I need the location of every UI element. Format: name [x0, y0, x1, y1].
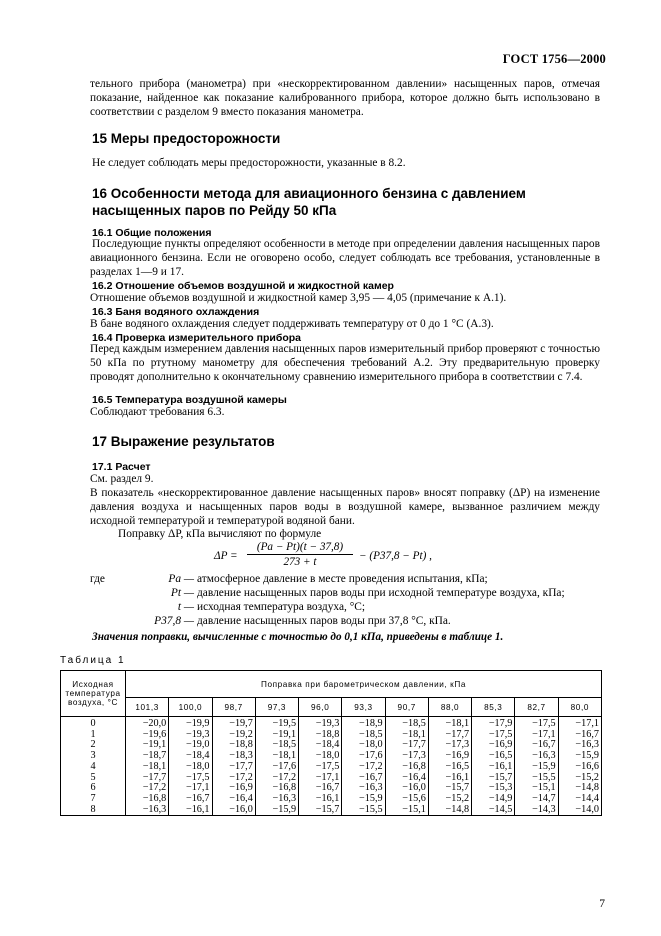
table-cell-value: −16,3	[342, 783, 385, 794]
page-number: 7	[599, 898, 605, 910]
table-cell-value: −15,9	[558, 751, 601, 762]
table-cell-value: −17,2	[255, 773, 298, 784]
table-cell-value: −19,1	[255, 730, 298, 741]
table-cell-value: −18,0	[342, 740, 385, 751]
correction-table	[60, 670, 602, 816]
table-cell-value: −16,7	[169, 794, 212, 805]
table-cell-temperature: 5	[61, 773, 126, 784]
table-cell-value: −15,2	[428, 794, 471, 805]
table-header-pressure: 85,3	[472, 698, 515, 717]
table-cell-value: −16,6	[558, 762, 601, 773]
section-16-1-text: Последующие пункты определяют особенности в методе при определении давления насыщенных паров авиационного бензина. Если не оговорено особо, следует соблюдать все требования, установленные в разделах 1—9 и 17.	[90, 238, 600, 278]
table-cell-value: −15,9	[255, 805, 298, 816]
intro-paragraph: тельного прибора (манометра) при «нескорректированном давлении» насыщенных паров, отмечая показание, найденное как показание калиброванного прибора, которое должно быть использовано в соответствии с разделом 9 вместо показания манометра.	[90, 78, 600, 118]
table-cell-value: −17,7	[385, 740, 428, 751]
table-cell-value: −16,7	[515, 740, 558, 751]
formula-rhs: − (P37,8 − Pt) ,	[359, 550, 432, 562]
table-cell-value: −18,1	[255, 751, 298, 762]
definition-symbol: Pt —	[170, 587, 194, 599]
table-cell-value: −14,3	[515, 805, 558, 816]
definitions-lead: где	[90, 573, 105, 585]
table-cell-value: −17,7	[212, 762, 255, 773]
table-header-pressure: 101,3	[126, 698, 169, 717]
table-cell-value: −14,4	[558, 794, 601, 805]
table-cell-value: −19,2	[212, 730, 255, 741]
table-cell-value: −15,1	[385, 805, 428, 816]
table-cell-value: −17,5	[169, 773, 212, 784]
section-16-4-title: 16.4 Проверка измерительного прибора	[92, 332, 301, 344]
table-cell-value: −15,6	[385, 794, 428, 805]
table-cell-value: −16,8	[385, 762, 428, 773]
table-header-pressure: 97,3	[255, 698, 298, 717]
formula-fraction	[247, 541, 353, 568]
table-cell-value: −16,3	[558, 740, 601, 751]
table-cell-value: −19,6	[126, 730, 169, 741]
section-16-3-title: 16.3 Баня водяного охлаждения	[92, 306, 260, 318]
table-cell-value: −17,1	[299, 773, 342, 784]
table-header-pressures	[61, 698, 602, 717]
table-cell-value: −18,8	[299, 730, 342, 741]
table-cell-value: −17,6	[342, 751, 385, 762]
table-cell-value: −16,9	[212, 783, 255, 794]
table-cell-value: −17,7	[126, 773, 169, 784]
table-cell-temperature: 8	[61, 805, 126, 816]
section-17-1-title: 17.1 Расчет	[92, 461, 151, 473]
table-cell-value: −16,7	[299, 783, 342, 794]
definition-row	[90, 601, 610, 615]
table-cell-value: −16,1	[299, 794, 342, 805]
table-header-pressure: 90,7	[385, 698, 428, 717]
table-cell-value: −16,5	[472, 751, 515, 762]
table-cell-value: −19,1	[126, 740, 169, 751]
table-cell-value: −16,9	[428, 751, 471, 762]
table-cell-value: −17,7	[428, 730, 471, 741]
table-cell-temperature: 3	[61, 751, 126, 762]
table-cell-value: −16,3	[126, 805, 169, 816]
table-cell-value: −17,6	[255, 762, 298, 773]
definition-text: исходная температура воздуха, °С;	[197, 601, 366, 613]
table-cell-value: −17,1	[558, 717, 601, 730]
section-16-5-text: Соблюдают требования 6.3.	[90, 406, 225, 418]
table-cell-temperature: 1	[61, 730, 126, 741]
table-header-pressure: 88,0	[428, 698, 471, 717]
table-cell-value: −18,5	[255, 740, 298, 751]
table-cell-value: −17,9	[472, 717, 515, 730]
section-16-1-title: 16.1 Общие положения	[92, 227, 212, 239]
section-16-2-title: 16.2 Отношение объемов воздушной и жидкостной камер	[92, 280, 394, 292]
section-16-title: 16 Особенности метода для авиационного бензина с давлением насыщенных паров по Рейду 50 кПа	[92, 186, 526, 218]
table-cell-value: −15,9	[515, 762, 558, 773]
table-cell-value: −17,3	[385, 751, 428, 762]
table-cell-value: −18,1	[126, 762, 169, 773]
table-cell-value: −18,9	[342, 717, 385, 730]
section-15-title: 15 Меры предосторожности	[92, 131, 281, 146]
table-cell-value: −16,1	[169, 805, 212, 816]
table-row	[61, 762, 602, 773]
table-cell-value: −18,4	[299, 740, 342, 751]
table-cell-temperature: 2	[61, 740, 126, 751]
table-reference-note: Значения поправки, вычисленные с точностью до 0,1 кПа, приведены в таблице 1.	[92, 631, 504, 643]
table-cell-value: −20,0	[126, 717, 169, 730]
table-cell-value: −17,1	[515, 730, 558, 741]
table-row	[61, 805, 602, 816]
table-header-pressure: 82,7	[515, 698, 558, 717]
table-header-pressure: 93,3	[342, 698, 385, 717]
document-header: ГОСТ 1756—2000	[502, 52, 606, 66]
definition-text: давление насыщенных паров воды при 37,8 °С, кПа.	[197, 615, 451, 627]
table-cell-value: −19,0	[169, 740, 212, 751]
table-cell-value: −19,3	[169, 730, 212, 741]
definition-text: атмосферное давление в месте проведения испытания, кПа;	[197, 573, 488, 585]
table-cell-value: −16,5	[428, 762, 471, 773]
table-cell-value: −17,5	[472, 730, 515, 741]
formula-numerator: (Pa − Pt)(t − 37,8)	[247, 541, 353, 555]
table-header-temperature: Исходная температура воздуха, °С	[61, 671, 126, 717]
definition-text: давление насыщенных паров воды при исходной температуре воздуха, кПа;	[197, 587, 565, 599]
table-cell-value: −16,3	[515, 751, 558, 762]
definition-row	[90, 615, 610, 629]
table-cell-value: −18,0	[299, 751, 342, 762]
table-header-pressure: 96,0	[299, 698, 342, 717]
table-cell-value: −18,4	[169, 751, 212, 762]
table-cell-value: −16,1	[472, 762, 515, 773]
table-cell-value: −17,2	[126, 783, 169, 794]
table-cell-value: −16,4	[212, 794, 255, 805]
section-16-4-text: Перед каждым измерением давления насыщенных паров измерительный прибор проверяют с точностью 50 кПа по ртутному манометру для обеспечения требований А.2. Эту предварительную проверку проводят дополнительно к окончательному сравнению измерительного прибора в соответствии с 7.4.	[90, 343, 600, 383]
table-cell-value: −15,1	[515, 783, 558, 794]
table-header-row	[61, 671, 602, 698]
table-cell-temperature: 0	[61, 717, 126, 730]
table-cell-value: −16,0	[385, 783, 428, 794]
table-header-pressure: 80,0	[558, 698, 601, 717]
table-cell-value: −19,3	[299, 717, 342, 730]
table-cell-value: −14,8	[428, 805, 471, 816]
table-cell-value: −17,2	[212, 773, 255, 784]
table-cell-value: −18,1	[385, 730, 428, 741]
table-cell-value: −17,3	[428, 740, 471, 751]
table-cell-value: −16,3	[255, 794, 298, 805]
table-cell-value: −15,9	[342, 794, 385, 805]
table-cell-temperature: 7	[61, 794, 126, 805]
table-cell-value: −15,2	[558, 773, 601, 784]
table-cell-value: −16,0	[212, 805, 255, 816]
table-cell-value: −18,5	[342, 730, 385, 741]
table-header-pressure: 98,7	[212, 698, 255, 717]
formula-lhs: ΔP =	[214, 550, 238, 562]
section-15-text: Не следует соблюдать меры предосторожности, указанные в 8.2.	[92, 157, 406, 169]
section-17-1-paragraph-1: В показатель «нескорректированное давление насыщенных паров» вносят поправку (ΔP) на изменение давления воздуха и насыщенных паров воды в воздушной камере, вызванное различием между исходной температурой и температурой водяной бани.	[90, 487, 600, 527]
definition-symbol: Pa —	[168, 573, 194, 585]
definition-symbol: t —	[177, 601, 194, 613]
table-cell-value: −18,8	[212, 740, 255, 751]
table-cell-value: −18,0	[169, 762, 212, 773]
correction-formula	[214, 541, 494, 571]
table-cell-value: −17,2	[342, 762, 385, 773]
table-cell-value: −18,1	[428, 717, 471, 730]
table-cell-value: −16,9	[472, 740, 515, 751]
table-header-pressure: 100,0	[169, 698, 212, 717]
table-cell-value: −17,5	[515, 717, 558, 730]
table-cell-value: −17,1	[169, 783, 212, 794]
section-17-1-see: См. раздел 9.	[90, 473, 154, 485]
table-cell-value: −16,7	[558, 730, 601, 741]
table-cell-value: −19,7	[212, 717, 255, 730]
definition-row	[90, 573, 610, 587]
table-cell-value: −15,5	[515, 773, 558, 784]
table-cell-value: −17,5	[299, 762, 342, 773]
section-16-3-text: В бане водяного охлаждения следует поддерживать температуру от 0 до 1 °С (А.3).	[90, 318, 494, 330]
table-cell-value: −16,7	[342, 773, 385, 784]
table-cell-value: −16,1	[428, 773, 471, 784]
table-cell-value: −14,7	[515, 794, 558, 805]
table-cell-value: −14,9	[472, 794, 515, 805]
table-cell-value: −14,5	[472, 805, 515, 816]
table-cell-value: −15,7	[299, 805, 342, 816]
table-body	[61, 717, 602, 816]
table-row	[61, 717, 602, 730]
section-16-5-title: 16.5 Температура воздушной камеры	[92, 394, 287, 406]
section-17-1-paragraph-2: Поправку ΔP, кПа вычисляют по формуле	[118, 528, 322, 540]
formula-denominator: 273 + t	[283, 556, 317, 568]
table-cell-value: −15,7	[472, 773, 515, 784]
section-17-title: 17 Выражение результатов	[92, 434, 275, 449]
table-cell-value: −15,7	[428, 783, 471, 794]
definition-symbol: P37,8 —	[154, 615, 194, 627]
table-cell-value: −18,7	[126, 751, 169, 762]
table-cell-value: −15,3	[472, 783, 515, 794]
section-16-2-text: Отношение объемов воздушной и жидкостной камер 3,95 — 4,05 (примечание к А.1).	[90, 292, 507, 304]
table-cell-temperature: 4	[61, 762, 126, 773]
table-cell-value: −19,9	[169, 717, 212, 730]
table-cell-value: −18,3	[212, 751, 255, 762]
table-header-group: Поправка при барометрическом давлении, кПа	[126, 671, 602, 698]
table-cell-value: −15,5	[342, 805, 385, 816]
table-cell-temperature: 6	[61, 783, 126, 794]
table-cell-value: −18,5	[385, 717, 428, 730]
table-caption: Таблица 1	[60, 655, 126, 666]
table-cell-value: −19,5	[255, 717, 298, 730]
table-cell-value: −16,4	[385, 773, 428, 784]
table-cell-value: −14,8	[558, 783, 601, 794]
table-cell-value: −16,8	[126, 794, 169, 805]
definition-row	[90, 587, 610, 601]
table-cell-value: −14,0	[558, 805, 601, 816]
table-cell-value: −16,8	[255, 783, 298, 794]
